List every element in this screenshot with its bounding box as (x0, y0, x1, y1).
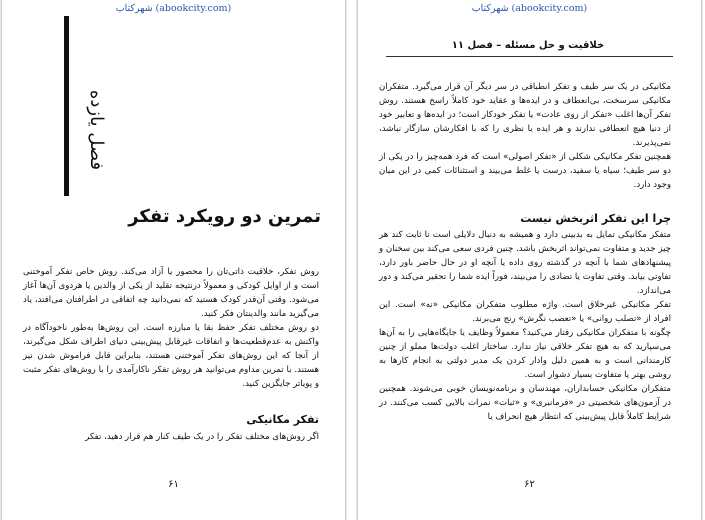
watermark: شهرکتاب (abookcity.com) (471, 3, 588, 14)
body-paragraph: مکانیکی در یک سر طیف و تفکر انطباقی در سر دیگر آن قرار می‌گیرد. متفکران مکانیکی سرسخت، بی‌انعطاف و در ایده‌ها و عقاید خود کاملاً راسخ هستند. روش تفکر آن‌ها اغلب «تفکر از روی عادت» یا تفکر خودکار است؛ در ایده‌ها و تعابیر خود از دنیا هیچ انعطافی ندارند و هر ایده یا نظری را که با افکارشان سازگار نباشد، نمی‌پذیرند. (379, 82, 671, 148)
body-paragraph: همچنین تفکر مکانیکی شکلی از «تفکر اصولی» است که فرد همه‌چیز را در یکی از دو سر طیف؛ سیاه یا سفید، درست یا غلط می‌بیند و استثنائات کمی در این میان وجود دارد. (379, 152, 671, 190)
intro-paragraph: دو روش مختلف تفکر حفظ بقا یا مبارزه است. این روش‌ها به‌طور ناخودآگاه در واکنش به عدم‌قطعیت‌ها و اتفاقات غیرقابل پیش‌بینی دنیای اطراف شکل می‌گیرند، از آنجا که این روش‌های تفکر آموختنی هستند، بنابراین قابل فراموش شدن نیز هستند. با تمرین مداوم می‌توانید هر روش تفکر ناکارآمدی را با روش‌های تفکر مثبت و پویاتر جایگزین کنید. (23, 323, 319, 389)
page-number: ۶۲ (524, 479, 535, 490)
section-paragraph: متفکر مکانیکی تمایل به بدبینی دارد و همیشه به دنبال دلایلی است تا ثابت کند هر چیز جدید و متفاوت نمی‌تواند اثربخش باشد. چنین فردی سعی می‌کند بین سخنان و پیشنهادهای شما با آنچه در گذشته روی داده یا آنچه او در حال حاضر باور دارد، تفاوتی بیابد. وقتی تفاوت یا تضادی را می‌بیند، فوراً ایده شما را تحقیر می‌کند و دور می‌اندازد. (379, 230, 671, 296)
section-heading: چرا این تفکر اثربخش نیست (520, 212, 671, 225)
watermark: شهرکتاب (abookcity.com) (115, 3, 232, 14)
intro-paragraph: روش تفکر، خلاقیت ذاتی‌تان را محصور یا آزاد می‌کند. روش خاص تفکر آموختنی است و از اوایل کودکی و معمولاً درنتیجه تقلید از یکی از والدین یا هردوی آن‌ها آغاز می‌شود. وقتی آن‌قدر کودک هستید که نمی‌دانید چه اتفاقی در اطرافتان می‌افتد، یاد می‌گیرید مانند والدینتان فکر کنید. (23, 267, 319, 319)
page-number: ۶۱ (168, 479, 179, 490)
vertical-chapter-label: فصل یازده (86, 89, 107, 171)
section-paragraph: متفکران مکانیکی حسابداران، مهندسان و برنامه‌نویسان خوبی می‌شوند. همچنین در آزمون‌های شخصیتی در «فرمانبری» و «ثبات» نمرات بالایی کسب می‌کنند. در شرایط کاملاً قابل پیش‌بینی که انتظار هیچ انحراف یا (379, 384, 671, 422)
section-paragraph: تفکر مکانیکی غیرخلاق است. واژه مطلوب متفکران مکانیکی «نه» است. این افراد از «تصلب روانی» یا «تعصب نگرش» رنج می‌برند. (379, 300, 671, 324)
body-text (379, 80, 671, 192)
running-head: خلاقیت و حل مسئله – فصل ۱۱ (451, 40, 605, 51)
section-paragraph: چگونه با متفکران مکانیکی رفتار می‌کنید؟ معمولاً وظایف یا جایگاه‌هایی را به آن‌ها می‌سپارید که به هیچ تفکر خلاقی نیاز ندارد. ساختار اغلب دولت‌ها مملو از چنین کارمندانی است و به همین دلیل وادار کردن یک مدیر دولتی به انجام کارها به روشی بهتر یا متفاوت بسیار دشوار است. (379, 328, 671, 380)
chapter-bar (64, 16, 69, 196)
right-page (357, 0, 702, 520)
header-rule (386, 56, 673, 57)
left-page (1, 0, 346, 520)
intro-text (23, 265, 319, 391)
section-text (379, 228, 671, 424)
section-heading: تفکر مکانیکی (246, 413, 319, 426)
chapter-title: تمرین دو رویکرد تفکر (128, 206, 321, 227)
section-text: اگر روش‌های مختلف تفکر را در یک طیف کنار هم قرار دهید، تفکر (85, 432, 319, 442)
